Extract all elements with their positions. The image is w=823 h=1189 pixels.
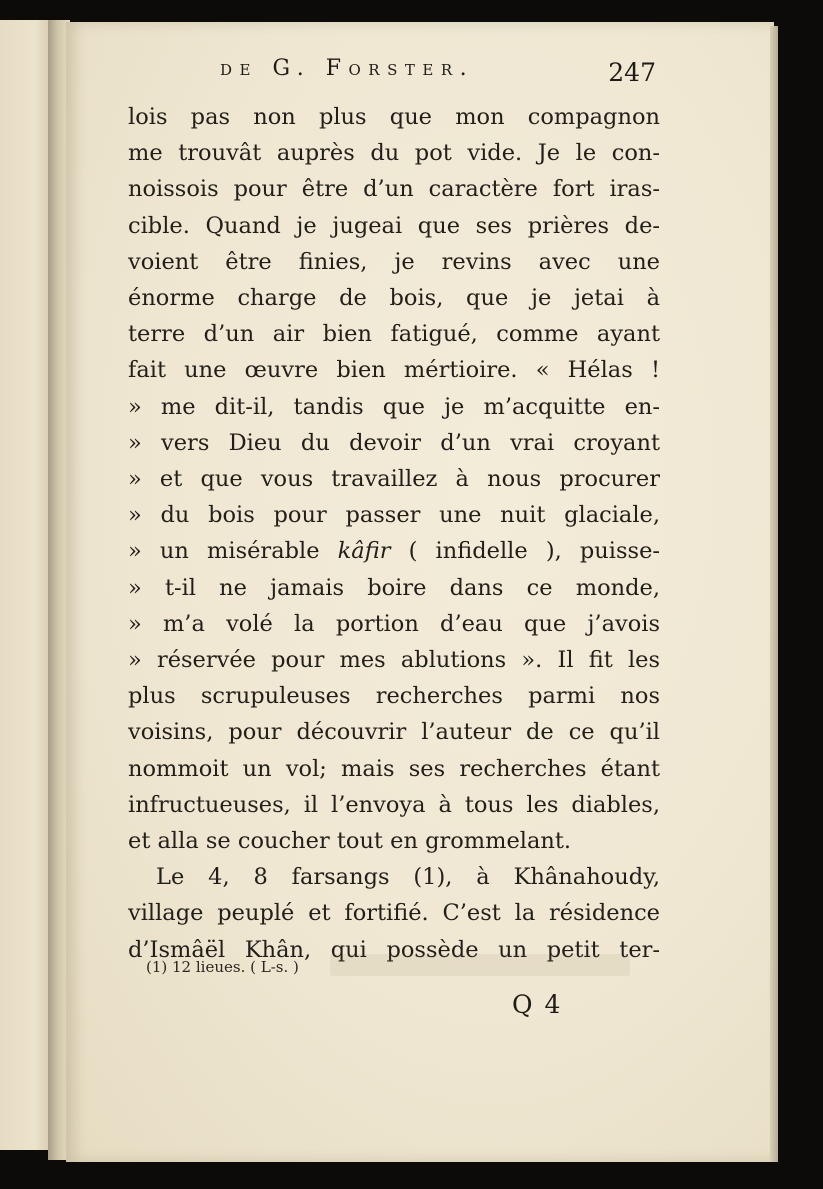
text-line: noissois pour être d’un caractère fort iras- [128,176,660,203]
text-line: terre d’un air bien fatigué, comme ayant [128,321,660,348]
running-title: de G. Forster. [220,56,475,81]
signature-mark: Q 4 [512,990,563,1019]
text-line: me trouvât auprès du pot vide. Je le con- [128,140,660,167]
text-line: » me dit-il, tandis que je m’acquitte en- [128,393,660,420]
text-line: » un misérable kâfir ( infidelle ), puisse- [128,538,660,565]
text-line: d’Ismâël Khân, qui possède un petit ter- [128,936,660,963]
ink-offset-shadow [330,954,630,976]
text-line: village peuplé et fortifié. C’est la résidence [128,900,660,927]
text-line: nommoit un vol; mais ses recherches étant [128,755,660,782]
text-line: » vers Dieu du devoir d’un vrai croyant [128,429,660,456]
running-header [220,56,660,96]
text-line: énorme charge de bois, que je jetai à [128,285,660,311]
footnote: (1) 12 lieues. ( L-s. ) [146,958,299,976]
text-line: » et que vous travaillez à nous procurer [128,466,660,492]
facing-page-edge [0,20,51,1150]
italic-word: kâfir [337,538,391,565]
text-line: plus scrupuleuses recherches parmi nos [128,683,660,710]
text-line: voisins, pour découvrir l’auteur de ce qu’il [128,719,660,746]
text-line: Le 4, 8 farsangs (1), à Khânahoudy, [156,864,660,891]
text-line: » réservée pour mes ablutions ». Il fit les [128,647,660,673]
text-line: lois pas non plus que mon compagnon [128,104,660,130]
text-line: » m’a volé la portion d’eau que j’avois [128,610,660,637]
text-line: » du bois pour passer une nuit glaciale, [128,502,660,529]
text-line: infructueuses, il l’envoya à tous les diables, [128,791,660,818]
text-line: cible. Quand je jugeai que ses prières de- [128,212,660,239]
page-fore-edge [770,26,778,1162]
text-line: fait une œuvre bien mértioire. « Hélas ! [128,357,660,384]
text-line: voient être finies, je revins avec une [128,248,660,275]
text-line: » t-il ne jamais boire dans ce monde, [128,574,660,601]
page-number: 247 [608,58,656,87]
text-line: et alla se coucher tout en grommelant. [128,828,572,854]
